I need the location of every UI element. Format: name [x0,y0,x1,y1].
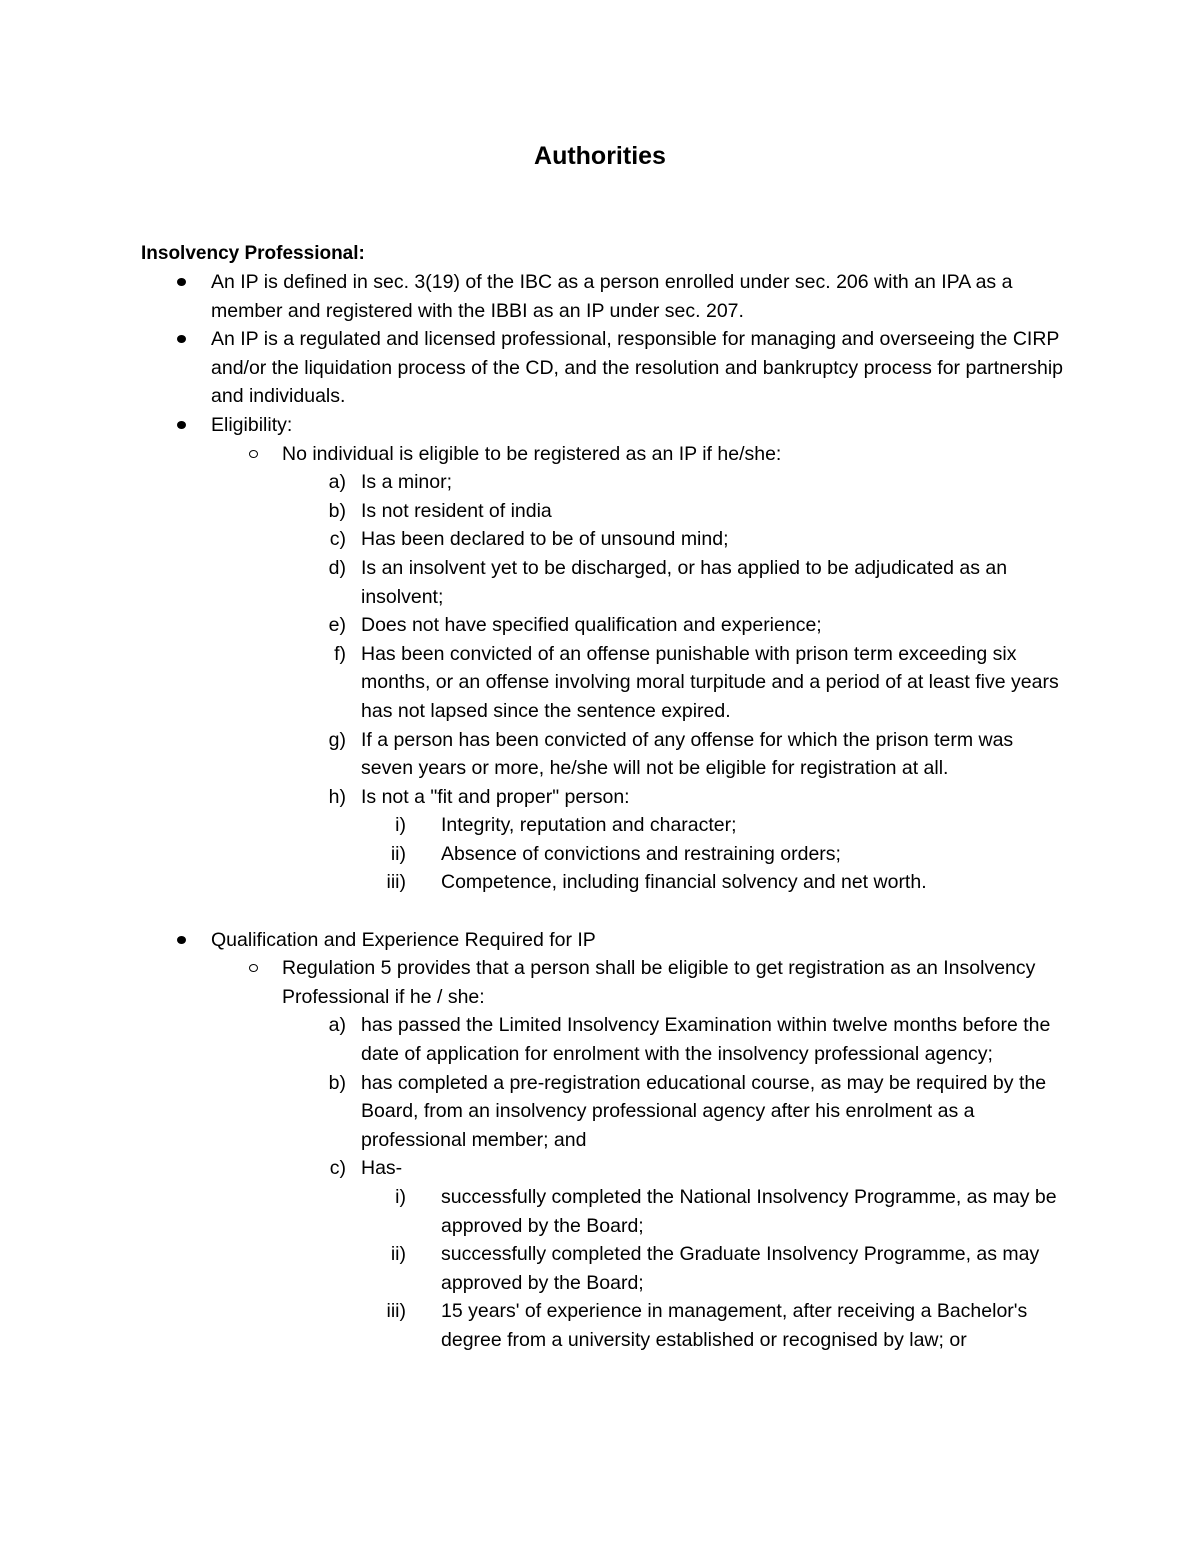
list-item-text: 15 years' of experience in management, after receiving a Bachelor's degree from a university established or recognised by law; or [441,1300,1028,1351]
list-item-text: Is an insolvent yet to be discharged, or has applied to be adjudicated as an insolvent; [361,556,1008,608]
list-item [0,954,1200,1011]
sub-bullet-text: Regulation 5 provides that a person shall be eligible to get registration as an Insolvency Professional if he / she: [282,957,1036,1008]
list-item [0,440,1200,469]
list-marker: a) [328,1014,346,1037]
list-marker: e) [328,614,346,637]
blank-line [0,897,1200,926]
list-item [0,640,1200,726]
bullet-text: Qualification and Experience Required for IP [211,928,596,951]
circle-bullet-icon [249,964,258,972]
list-item-text: Is a minor; [361,471,453,494]
list-item-text: successfully completed the Graduate Insolvency Programme, as may approved by the Board; [441,1243,1040,1294]
page-title: Authorities [534,142,666,170]
list-item-text: has passed the Limited Insolvency Examination within twelve months before the date of application for enrolment with the insolvency professional agency; [361,1014,1051,1066]
list-item-text: Is not resident of india [361,499,552,522]
bullet-icon [177,421,186,429]
list-marker: b) [328,499,346,522]
list-item [0,268,1200,325]
bullet-icon [177,936,186,944]
list-marker: h) [328,785,346,808]
list-item-text: If a person has been convicted of any offense for which the prison term was seven years or more, he/she will not be eligible for registration at all. [361,728,1014,780]
list-item-text: Has been convicted of an offense punishable with prison term exceeding six months, or an offense involving moral turpitude and a period of at least five years has not lapsed since the sentence expired. [361,642,1059,722]
list-marker: f) [334,642,346,665]
list-item [0,468,1200,497]
circle-bullet-icon [249,450,258,458]
list-marker: ii) [390,1243,406,1266]
list-item-text: Competence, including financial solvency and net worth. [441,871,927,894]
sub-bullet-text: No individual is eligible to be registered as an IP if he/she: [282,442,782,465]
list-item [0,1240,1200,1297]
list-item [0,611,1200,640]
list-marker: a) [328,471,346,494]
bullet-text: An IP is defined in sec. 3(19) of the IBC as a person enrolled under sec. 206 with an IPA as a member and registered with the IBBI as an IP under sec. 207. [211,271,1013,322]
list-item [0,497,1200,526]
list-marker: c) [329,528,346,551]
list-item [0,554,1200,611]
list-marker: iii) [386,871,406,894]
list-item-text: successfully completed the National Insolvency Programme, as may be approved by the Board; [441,1186,1057,1237]
list-marker: c) [329,1157,346,1180]
list-marker: iii) [386,1300,406,1323]
list-marker: ii) [390,842,406,865]
bullet-text: An IP is a regulated and licensed professional, responsible for managing and overseeing the CIRP and/or the liquidation process of the CD, and the resolution and bankruptcy process for partnership and individuals. [211,328,1064,408]
list-marker: d) [328,556,346,579]
bullet-icon [177,335,186,343]
list-item [0,525,1200,554]
list-marker: b) [328,1071,346,1094]
list-item [0,811,1200,840]
list-item-text: has completed a pre-registration educational course, as may be required by the Board, from an insolvency professional agency after his enrolment as a professional member; and [361,1071,1047,1151]
list-item [0,325,1200,411]
list-item-text: Is not a "fit and proper" person: [361,785,630,808]
list-marker: i) [395,814,406,837]
list-item [0,1183,1200,1240]
list-item-text: Has been declared to be of unsound mind; [361,528,729,551]
list-item-text: Has- [361,1157,403,1180]
list-item [0,1069,1200,1155]
list-item [0,1011,1200,1068]
list-marker: i) [395,1186,406,1208]
list-item [0,926,1200,955]
list-item [0,840,1200,869]
list-item-text: Integrity, reputation and character; [441,814,737,837]
list-item [0,411,1200,440]
list-item [0,1154,1200,1183]
list-item [0,868,1200,897]
bullet-text: Eligibility: [211,413,293,436]
list-marker: g) [328,728,346,751]
section-heading: Insolvency Professional: [141,243,365,264]
bullet-icon [177,278,186,286]
list-item [0,1297,1200,1354]
list-item [0,726,1200,783]
document-body [0,268,1200,1355]
list-item [0,783,1200,812]
list-item-text: Does not have specified qualification and experience; [361,614,822,637]
list-item-text: Absence of convictions and restraining orders; [441,842,841,865]
